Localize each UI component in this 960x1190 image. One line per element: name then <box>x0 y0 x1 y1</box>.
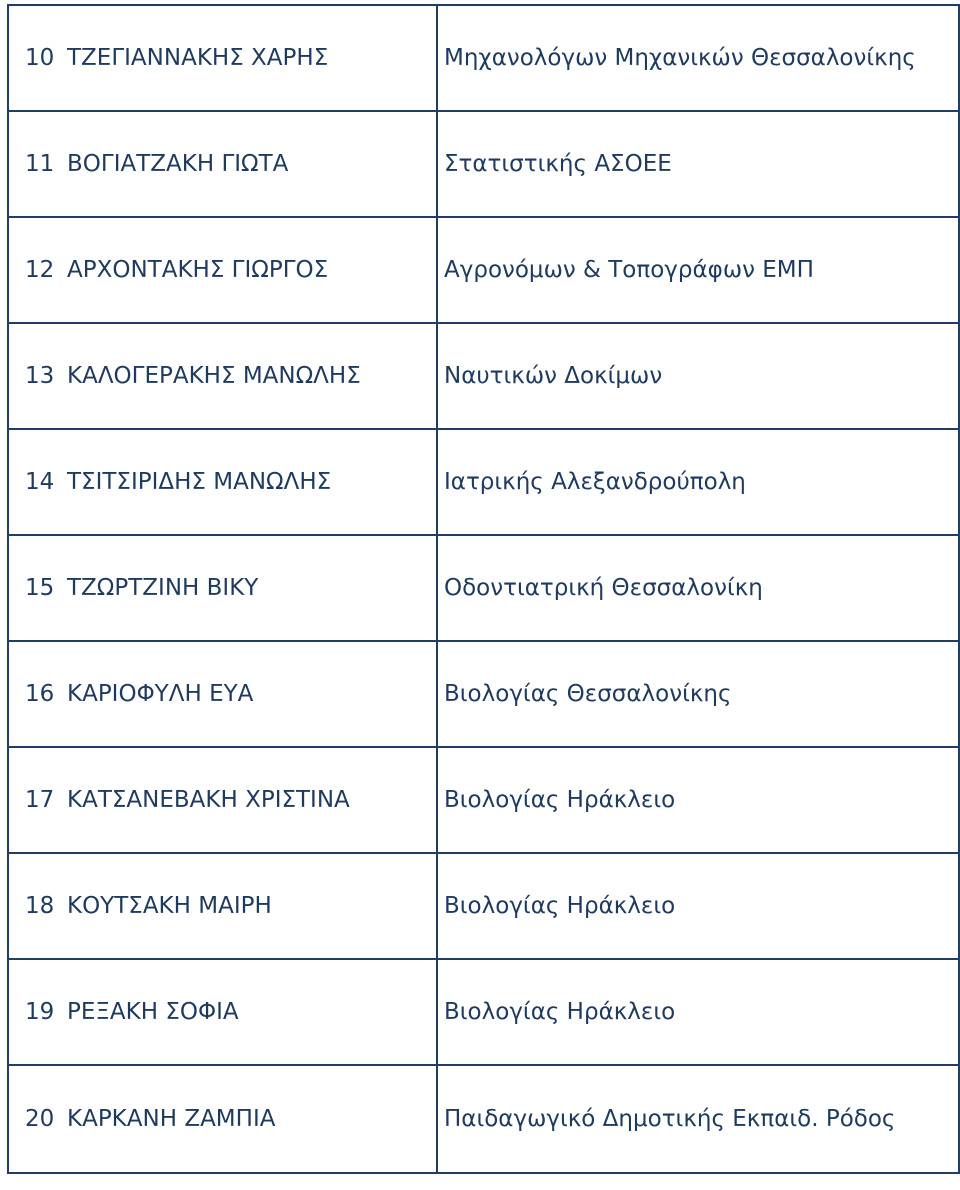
table-row <box>8 323 959 429</box>
student-name: ΤΖΕΓΙΑΝΝΑΚΗΣ ΧΑΡΗΣ <box>67 44 329 71</box>
table-row <box>8 1065 959 1173</box>
student-cell <box>8 641 437 747</box>
row-number: 18 <box>25 892 55 919</box>
student-cell <box>8 217 437 323</box>
student-cell <box>8 5 437 111</box>
student-name: ΤΣΙΤΣΙΡΙΔΗΣ ΜΑΝΩΛΗΣ <box>67 468 332 495</box>
table-row <box>8 535 959 641</box>
row-number: 16 <box>25 680 55 707</box>
student-name: ΑΡΧΟΝΤΑΚΗΣ ΓΙΩΡΓΟΣ <box>67 256 329 283</box>
school-name: Αγρονόμων & Τοπογράφων ΕΜΠ <box>437 217 959 323</box>
student-name: ΚΑΤΣΑΝΕΒΑΚΗ ΧΡΙΣΤΙΝΑ <box>67 786 350 813</box>
table-row <box>8 747 959 853</box>
student-name: ΚΟΥΤΣΑΚΗ ΜΑΙΡΗ <box>67 892 272 919</box>
row-number: 15 <box>25 574 55 601</box>
school-name: Βιολογίας Ηράκλειο <box>437 959 959 1065</box>
student-cell <box>8 111 437 217</box>
student-name: ΡΕΞΑΚΗ ΣΟΦΙΑ <box>67 998 239 1025</box>
school-name: Ιατρικής Αλεξανδρούπολη <box>437 429 959 535</box>
school-name: Παιδαγωγικό Δημοτικής Εκπαιδ. Ρόδος <box>437 1065 959 1173</box>
student-cell <box>8 323 437 429</box>
school-name: Βιολογίας Θεσσαλονίκης <box>437 641 959 747</box>
table-row <box>8 111 959 217</box>
student-cell <box>8 429 437 535</box>
row-number: 13 <box>25 362 55 389</box>
student-cell <box>8 535 437 641</box>
row-number: 20 <box>25 1105 55 1132</box>
student-cell <box>8 747 437 853</box>
table-row <box>8 217 959 323</box>
school-name: Μηχανολόγων Μηχανικών Θεσσαλονίκης <box>437 5 959 111</box>
row-number: 19 <box>25 998 55 1025</box>
results-table <box>7 4 960 1174</box>
school-name: Βιολογίας Ηράκλειο <box>437 747 959 853</box>
student-name: ΚΑΛΟΓΕΡΑΚΗΣ ΜΑΝΩΛΗΣ <box>67 362 361 389</box>
row-number: 14 <box>25 468 55 495</box>
row-number: 11 <box>25 150 55 177</box>
table-row <box>8 5 959 111</box>
school-name: Στατιστικής ΑΣΟΕΕ <box>437 111 959 217</box>
table-row <box>8 641 959 747</box>
student-name: ΚΑΡΙΟΦΥΛΗ ΕΥΑ <box>67 680 254 707</box>
student-cell <box>8 1065 437 1173</box>
row-number: 17 <box>25 786 55 813</box>
student-name: ΤΖΩΡΤΖΙΝΗ ΒΙΚΥ <box>67 574 259 601</box>
student-cell <box>8 959 437 1065</box>
row-number: 10 <box>25 44 55 71</box>
row-number: 12 <box>25 256 55 283</box>
table-row <box>8 853 959 959</box>
table-row <box>8 429 959 535</box>
student-cell <box>8 853 437 959</box>
table-row <box>8 959 959 1065</box>
school-name: Οδοντιατρική Θεσσαλονίκη <box>437 535 959 641</box>
school-name: Ναυτικών Δοκίμων <box>437 323 959 429</box>
student-name: ΚΑΡΚΑΝΗ ΖΑΜΠΙΑ <box>67 1105 276 1132</box>
school-name: Βιολογίας Ηράκλειο <box>437 853 959 959</box>
student-name: ΒΟΓΙΑΤΖΑΚΗ ΓΙΩΤΑ <box>67 150 289 177</box>
